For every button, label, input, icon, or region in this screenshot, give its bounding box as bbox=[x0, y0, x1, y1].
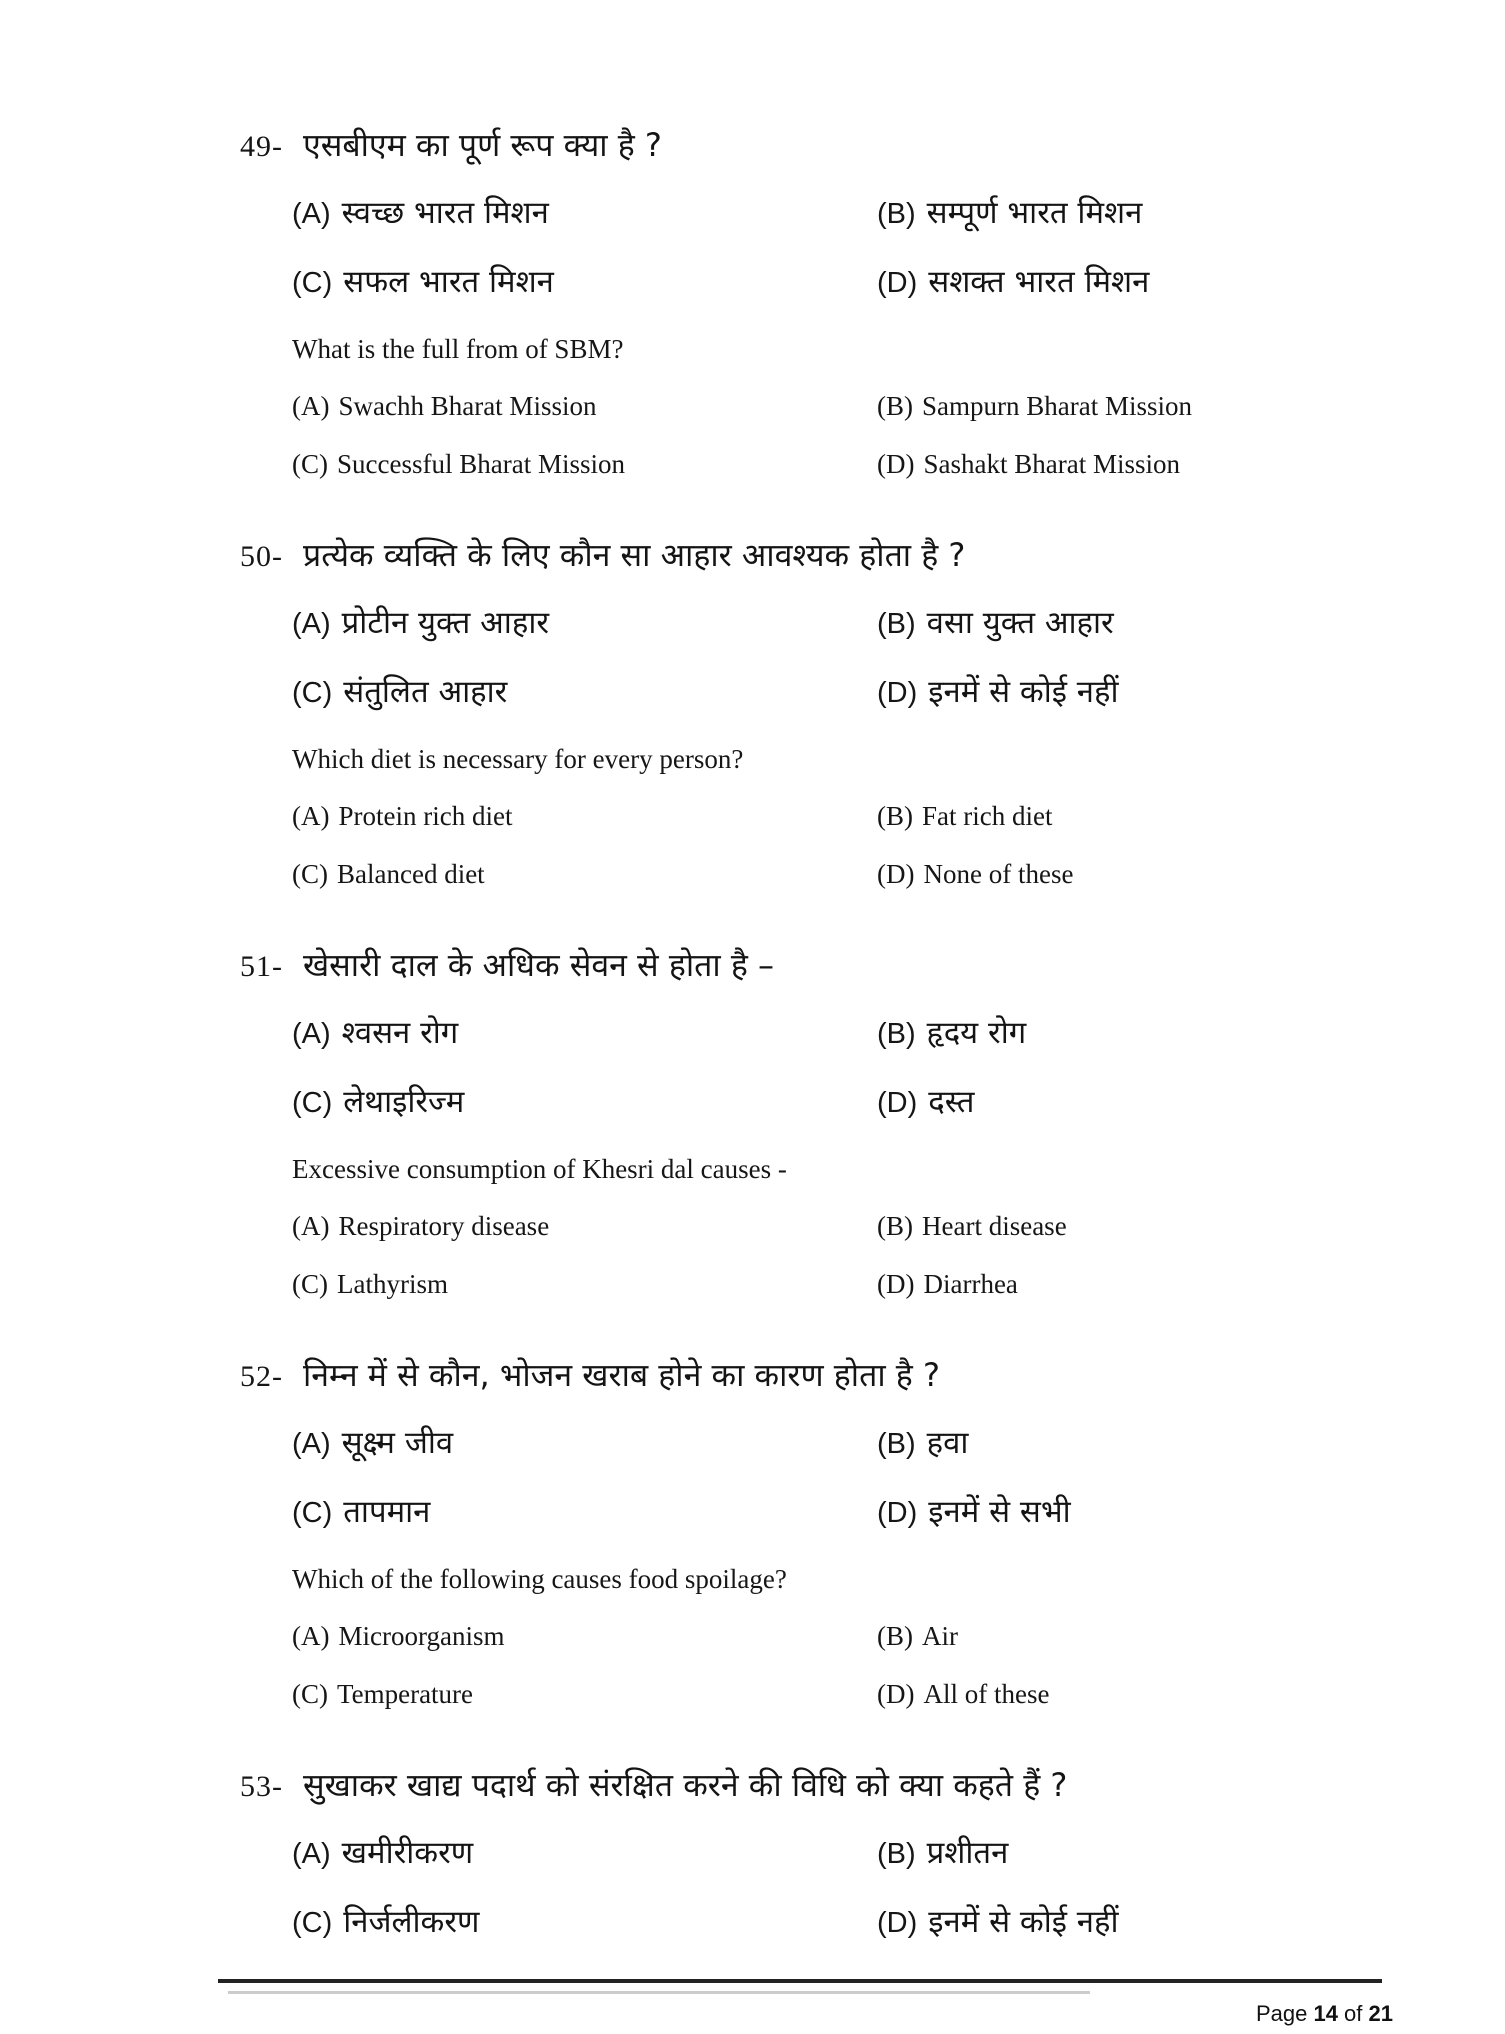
option-d-hindi bbox=[877, 1489, 1505, 1535]
option-marker: (A) bbox=[292, 391, 330, 421]
option-marker: (B) bbox=[877, 1211, 913, 1241]
option-text: प्रोटीन युक्त आहार bbox=[341, 605, 550, 641]
option-a-hindi bbox=[292, 1420, 877, 1466]
option-marker: (B) bbox=[877, 801, 913, 831]
option-text: Microorganism bbox=[338, 1621, 505, 1651]
question-block-49 bbox=[0, 122, 1505, 481]
option-text: इनमें से कोई नहीं bbox=[928, 674, 1119, 710]
page-label-prefix: Page bbox=[1255, 2001, 1314, 2026]
option-a-english bbox=[292, 1209, 877, 1243]
option-text: सशक्त भारत मिशन bbox=[928, 264, 1150, 300]
option-d-english bbox=[877, 1267, 1505, 1301]
option-marker: (C) bbox=[292, 1497, 333, 1529]
option-text: श्वसन रोग bbox=[341, 1015, 459, 1051]
option-text: इनमें से सभी bbox=[928, 1494, 1071, 1530]
question-block-51 bbox=[0, 942, 1505, 1301]
option-text: Fat rich diet bbox=[922, 801, 1053, 831]
option-marker: (B) bbox=[877, 198, 916, 230]
english-options-row bbox=[0, 799, 1505, 833]
option-text: इनमें से कोई नहीं bbox=[928, 1904, 1119, 1940]
option-text: Lathyrism bbox=[337, 1269, 448, 1299]
option-marker: (A) bbox=[292, 198, 331, 230]
option-marker: (D) bbox=[877, 449, 915, 479]
question-text-english: What is the full from of SBM? bbox=[292, 334, 624, 364]
option-text: None of these bbox=[923, 859, 1074, 889]
option-marker: (C) bbox=[292, 1087, 333, 1119]
option-marker: (C) bbox=[292, 677, 333, 709]
option-marker: (D) bbox=[877, 1497, 918, 1529]
option-text: सम्पूर्ण भारत मिशन bbox=[926, 195, 1143, 231]
option-c-hindi bbox=[292, 1079, 877, 1125]
option-b-english bbox=[877, 1209, 1505, 1243]
option-a-hindi bbox=[292, 600, 877, 646]
question-text-hindi: निम्न में से कौन, भोजन खराब होने का कारण होता है ? bbox=[303, 1356, 940, 1394]
english-options-row bbox=[0, 1209, 1505, 1243]
option-marker: (D) bbox=[877, 267, 918, 299]
option-a-hindi bbox=[292, 1010, 877, 1056]
option-marker: (A) bbox=[292, 1018, 331, 1050]
option-a-english bbox=[292, 389, 877, 423]
question-heading-hindi bbox=[0, 942, 1505, 988]
option-d-hindi bbox=[877, 259, 1505, 305]
option-marker: (B) bbox=[877, 1838, 916, 1870]
question-number: 52- bbox=[240, 1360, 283, 1393]
option-text: Diarrhea bbox=[923, 1269, 1018, 1299]
option-d-english bbox=[877, 447, 1505, 481]
option-b-english bbox=[877, 799, 1505, 833]
option-marker: (C) bbox=[292, 1907, 333, 1939]
option-marker: (B) bbox=[877, 608, 916, 640]
option-marker: (B) bbox=[877, 1621, 913, 1651]
question-number: 49- bbox=[240, 130, 283, 163]
english-options-row bbox=[0, 857, 1505, 891]
option-d-hindi bbox=[877, 669, 1505, 715]
option-c-hindi bbox=[292, 1899, 877, 1945]
option-c-english bbox=[292, 447, 877, 481]
hindi-options-row bbox=[0, 669, 1505, 715]
option-d-hindi bbox=[877, 1079, 1505, 1125]
option-b-hindi bbox=[877, 1010, 1505, 1056]
option-text: प्रशीतन bbox=[926, 1835, 1009, 1871]
option-marker: (C) bbox=[292, 859, 328, 889]
question-text-hindi: सुखाकर खाद्य पदार्थ को संरक्षित करने की विधि को क्या कहते हैं ? bbox=[303, 1766, 1068, 1804]
option-b-english bbox=[877, 1619, 1505, 1653]
question-block-50 bbox=[0, 532, 1505, 891]
option-text: हवा bbox=[926, 1425, 969, 1461]
hindi-options-row bbox=[0, 1079, 1505, 1125]
option-text: Temperature bbox=[337, 1679, 474, 1709]
option-a-english bbox=[292, 799, 877, 833]
option-c-hindi bbox=[292, 1489, 877, 1535]
option-b-hindi bbox=[877, 1420, 1505, 1466]
option-d-english bbox=[877, 1677, 1505, 1711]
hindi-options-row bbox=[0, 1420, 1505, 1466]
hindi-options-row bbox=[0, 1830, 1505, 1876]
question-text-hindi: एसबीएम का पूर्ण रूप क्या है ? bbox=[303, 126, 662, 164]
question-heading-hindi bbox=[0, 122, 1505, 168]
option-marker: (D) bbox=[877, 1269, 915, 1299]
hindi-options-row bbox=[0, 1489, 1505, 1535]
option-text: तापमान bbox=[343, 1494, 431, 1530]
option-marker: (D) bbox=[877, 1087, 918, 1119]
option-text: संतुलित आहार bbox=[343, 674, 508, 710]
option-text: Balanced diet bbox=[337, 859, 485, 889]
option-text: लेथाइरिज्म bbox=[343, 1084, 465, 1120]
option-c-english bbox=[292, 857, 877, 891]
option-d-english bbox=[877, 857, 1505, 891]
english-options-row bbox=[0, 1619, 1505, 1653]
option-marker: (D) bbox=[877, 677, 918, 709]
option-b-hindi bbox=[877, 190, 1505, 236]
question-heading-hindi bbox=[0, 1352, 1505, 1398]
option-text: Sashakt Bharat Mission bbox=[923, 449, 1180, 479]
option-b-hindi bbox=[877, 600, 1505, 646]
question-block-53 bbox=[0, 1762, 1505, 1945]
english-options-row bbox=[0, 447, 1505, 481]
hindi-options-row bbox=[0, 1010, 1505, 1056]
option-text: हृदय रोग bbox=[926, 1015, 1027, 1051]
option-text: Protein rich diet bbox=[338, 801, 513, 831]
page-label-current: 14 bbox=[1313, 2001, 1338, 2026]
option-c-hindi bbox=[292, 669, 877, 715]
option-marker: (C) bbox=[292, 1269, 328, 1299]
option-a-english bbox=[292, 1619, 877, 1653]
option-marker: (C) bbox=[292, 449, 328, 479]
question-block-52 bbox=[0, 1352, 1505, 1711]
option-text: Swachh Bharat Mission bbox=[338, 391, 597, 421]
option-marker: (A) bbox=[292, 1838, 331, 1870]
english-options-row bbox=[0, 389, 1505, 423]
option-marker: (A) bbox=[292, 801, 330, 831]
option-c-hindi bbox=[292, 259, 877, 305]
option-text: वसा युक्त आहार bbox=[926, 605, 1114, 641]
question-text-english: Excessive consumption of Khesri dal causes - bbox=[292, 1154, 787, 1184]
option-marker: (A) bbox=[292, 1211, 330, 1241]
question-number: 50- bbox=[240, 540, 283, 573]
question-text-hindi: खेसारी दाल के अधिक सेवन से होता है – bbox=[303, 946, 775, 984]
question-text-hindi: प्रत्येक व्यक्ति के लिए कौन सा आहार आवश्यक होता है ? bbox=[303, 536, 966, 574]
option-a-hindi bbox=[292, 190, 877, 236]
page-label-total: 21 bbox=[1368, 2001, 1393, 2026]
option-c-english bbox=[292, 1677, 877, 1711]
option-marker: (B) bbox=[877, 391, 913, 421]
option-text: Successful Bharat Mission bbox=[337, 449, 625, 479]
page-number bbox=[1256, 2001, 1393, 2027]
hindi-options-row bbox=[0, 600, 1505, 646]
hindi-options-row bbox=[0, 1899, 1505, 1945]
footer-divider-line bbox=[218, 1979, 1382, 1983]
option-text: निर्जलीकरण bbox=[343, 1904, 480, 1940]
question-text-english: Which of the following causes food spoilage? bbox=[292, 1564, 787, 1594]
english-options-row bbox=[0, 1267, 1505, 1301]
question-heading-hindi bbox=[0, 1762, 1505, 1808]
option-marker: (B) bbox=[877, 1018, 916, 1050]
option-text: दस्त bbox=[928, 1084, 975, 1120]
english-options-row bbox=[0, 1677, 1505, 1711]
option-text: Respiratory disease bbox=[338, 1211, 550, 1241]
hindi-options-row bbox=[0, 259, 1505, 305]
option-marker: (D) bbox=[877, 1907, 918, 1939]
option-text: सूक्ष्म जीव bbox=[341, 1425, 454, 1461]
option-d-hindi bbox=[877, 1899, 1505, 1945]
option-c-english bbox=[292, 1267, 877, 1301]
option-marker: (A) bbox=[292, 608, 331, 640]
option-marker: (D) bbox=[877, 1679, 915, 1709]
option-marker: (C) bbox=[292, 267, 333, 299]
question-number: 51- bbox=[240, 950, 283, 983]
question-number: 53- bbox=[240, 1770, 283, 1803]
option-text: सफल भारत मिशन bbox=[343, 264, 554, 300]
option-text: Air bbox=[922, 1621, 958, 1651]
question-text-english: Which diet is necessary for every person? bbox=[292, 744, 744, 774]
option-text: Heart disease bbox=[922, 1211, 1067, 1241]
option-marker: (D) bbox=[877, 859, 915, 889]
option-text: All of these bbox=[923, 1679, 1050, 1709]
option-text: स्वच्छ भारत मिशन bbox=[341, 195, 549, 231]
option-b-hindi bbox=[877, 1830, 1505, 1876]
hindi-options-row bbox=[0, 190, 1505, 236]
option-marker: (B) bbox=[877, 1428, 916, 1460]
option-marker: (A) bbox=[292, 1428, 331, 1460]
question-heading-hindi bbox=[0, 532, 1505, 578]
option-b-english bbox=[877, 389, 1505, 423]
page-label-middle: of bbox=[1337, 2001, 1369, 2026]
option-marker: (C) bbox=[292, 1679, 328, 1709]
option-marker: (A) bbox=[292, 1621, 330, 1651]
option-text: Sampurn Bharat Mission bbox=[922, 391, 1192, 421]
option-a-hindi bbox=[292, 1830, 877, 1876]
option-text: खमीरीकरण bbox=[341, 1835, 474, 1871]
footer-divider-shadow bbox=[228, 1991, 1090, 1994]
